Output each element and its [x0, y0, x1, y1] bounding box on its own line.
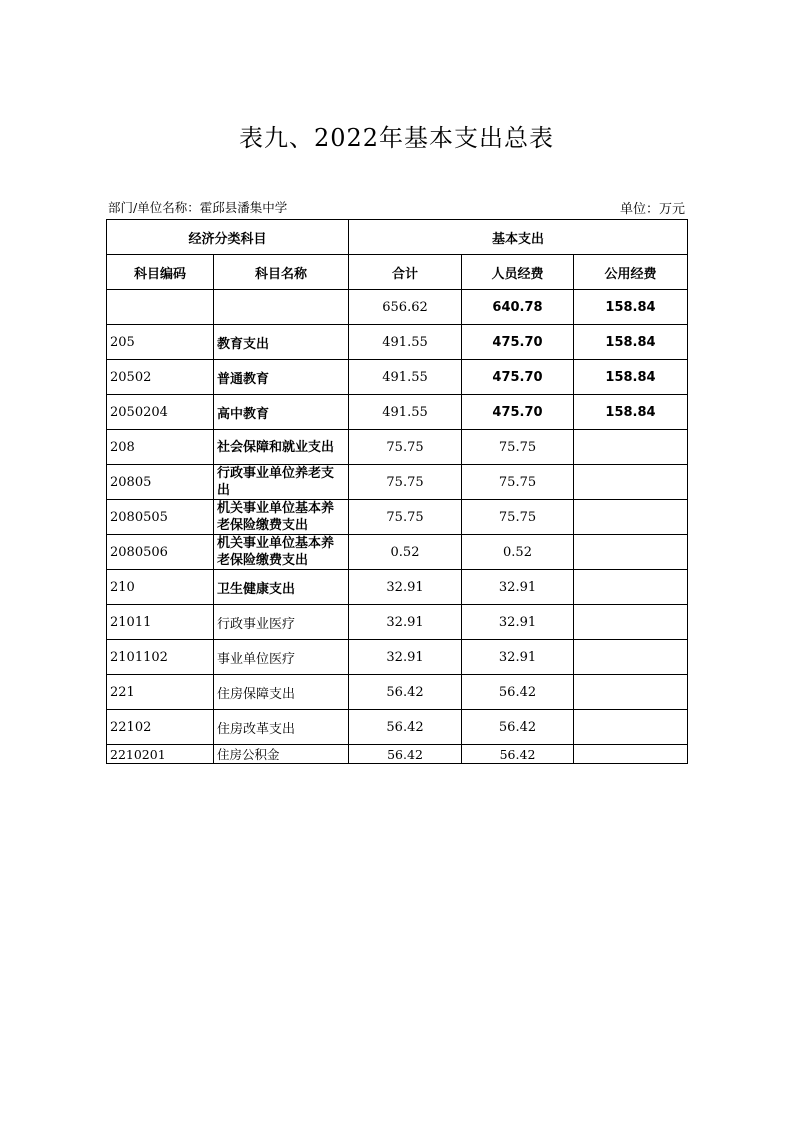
row-public — [574, 675, 688, 710]
row-code: 2080505 — [107, 500, 214, 535]
row-public — [574, 570, 688, 605]
row-total: 32.91 — [349, 640, 462, 675]
row-code: 22102 — [107, 710, 214, 745]
row-name: 住房公积金 — [214, 745, 349, 764]
table-row — [107, 570, 688, 605]
table-header-row — [107, 255, 688, 290]
row-code: 221 — [107, 675, 214, 710]
header-economic-category: 经济分类科目 — [107, 220, 349, 255]
row-total: 491.55 — [349, 325, 462, 360]
row-total: 75.75 — [349, 500, 462, 535]
row-total: 491.55 — [349, 360, 462, 395]
row-total: 32.91 — [349, 570, 462, 605]
row-code: 2101102 — [107, 640, 214, 675]
row-total: 56.42 — [349, 745, 462, 764]
header-code: 科目编码 — [107, 255, 214, 290]
row-code: 2050204 — [107, 395, 214, 430]
table-row — [107, 605, 688, 640]
row-name: 卫生健康支出 — [214, 570, 349, 605]
table-row — [107, 710, 688, 745]
page-title: 表九、2022年基本支出总表 — [238, 124, 555, 152]
table-row — [107, 500, 688, 535]
header-public: 公用经费 — [574, 255, 688, 290]
row-public — [574, 640, 688, 675]
row-public — [574, 535, 688, 570]
row-name: 教育支出 — [214, 325, 349, 360]
table-row — [107, 430, 688, 465]
header-total: 合计 — [349, 255, 462, 290]
row-personnel: 475.70 — [462, 325, 574, 360]
header-basic-expenditure: 基本支出 — [349, 220, 688, 255]
row-public: 158.84 — [574, 360, 688, 395]
row-name: 住房保障支出 — [214, 675, 349, 710]
row-public — [574, 605, 688, 640]
row-total: 656.62 — [349, 290, 462, 325]
row-total: 0.52 — [349, 535, 462, 570]
row-name: 机关事业单位基本养老保险缴费支出 — [214, 500, 349, 535]
row-name: 行政事业单位养老支出 — [214, 465, 349, 500]
row-personnel: 475.70 — [462, 395, 574, 430]
unit-name-label: 部门/单位名称：霍邱县潘集中学 — [108, 200, 288, 215]
row-personnel: 32.91 — [462, 640, 574, 675]
table-row — [107, 360, 688, 395]
row-total: 32.91 — [349, 605, 462, 640]
row-name: 高中教育 — [214, 395, 349, 430]
row-public: 158.84 — [574, 395, 688, 430]
row-code: 208 — [107, 430, 214, 465]
table-row — [107, 290, 688, 325]
row-personnel: 56.42 — [462, 710, 574, 745]
currency-unit-label: 单位：万元 — [619, 202, 685, 217]
row-public — [574, 500, 688, 535]
row-public — [574, 465, 688, 500]
row-code — [107, 290, 214, 325]
row-personnel: 32.91 — [462, 570, 574, 605]
row-name: 行政事业医疗 — [214, 605, 349, 640]
table-row — [107, 465, 688, 500]
row-code: 20805 — [107, 465, 214, 500]
header-name: 科目名称 — [214, 255, 349, 290]
row-name: 机关事业单位基本养老保险缴费支出 — [214, 535, 349, 570]
header-personnel: 人员经费 — [462, 255, 574, 290]
row-code: 20502 — [107, 360, 214, 395]
row-public: 158.84 — [574, 290, 688, 325]
table-header-group-row — [107, 220, 688, 255]
row-personnel: 75.75 — [462, 500, 574, 535]
row-name: 事业单位医疗 — [214, 640, 349, 675]
row-name: 社会保障和就业支出 — [214, 430, 349, 465]
row-personnel: 32.91 — [462, 605, 574, 640]
row-name: 普通教育 — [214, 360, 349, 395]
row-code: 21011 — [107, 605, 214, 640]
table-row — [107, 745, 688, 764]
table-row — [107, 675, 688, 710]
row-total: 56.42 — [349, 710, 462, 745]
row-public — [574, 710, 688, 745]
row-code: 210 — [107, 570, 214, 605]
row-personnel: 475.70 — [462, 360, 574, 395]
table-row — [107, 535, 688, 570]
row-total: 491.55 — [349, 395, 462, 430]
row-public: 158.84 — [574, 325, 688, 360]
row-code: 2080506 — [107, 535, 214, 570]
row-code: 2210201 — [107, 745, 214, 764]
row-personnel: 75.75 — [462, 465, 574, 500]
table-row — [107, 325, 688, 360]
row-total: 56.42 — [349, 675, 462, 710]
table-row — [107, 640, 688, 675]
row-personnel: 56.42 — [462, 745, 574, 764]
row-personnel: 75.75 — [462, 430, 574, 465]
table-row — [107, 395, 688, 430]
row-personnel: 640.78 — [462, 290, 574, 325]
row-name: 住房改革支出 — [214, 710, 349, 745]
row-total: 75.75 — [349, 465, 462, 500]
row-personnel: 0.52 — [462, 535, 574, 570]
basic-expenditure-table — [106, 219, 688, 764]
row-personnel: 56.42 — [462, 675, 574, 710]
row-public — [574, 745, 688, 764]
row-public — [574, 430, 688, 465]
row-total: 75.75 — [349, 430, 462, 465]
row-code: 205 — [107, 325, 214, 360]
row-name — [214, 290, 349, 325]
